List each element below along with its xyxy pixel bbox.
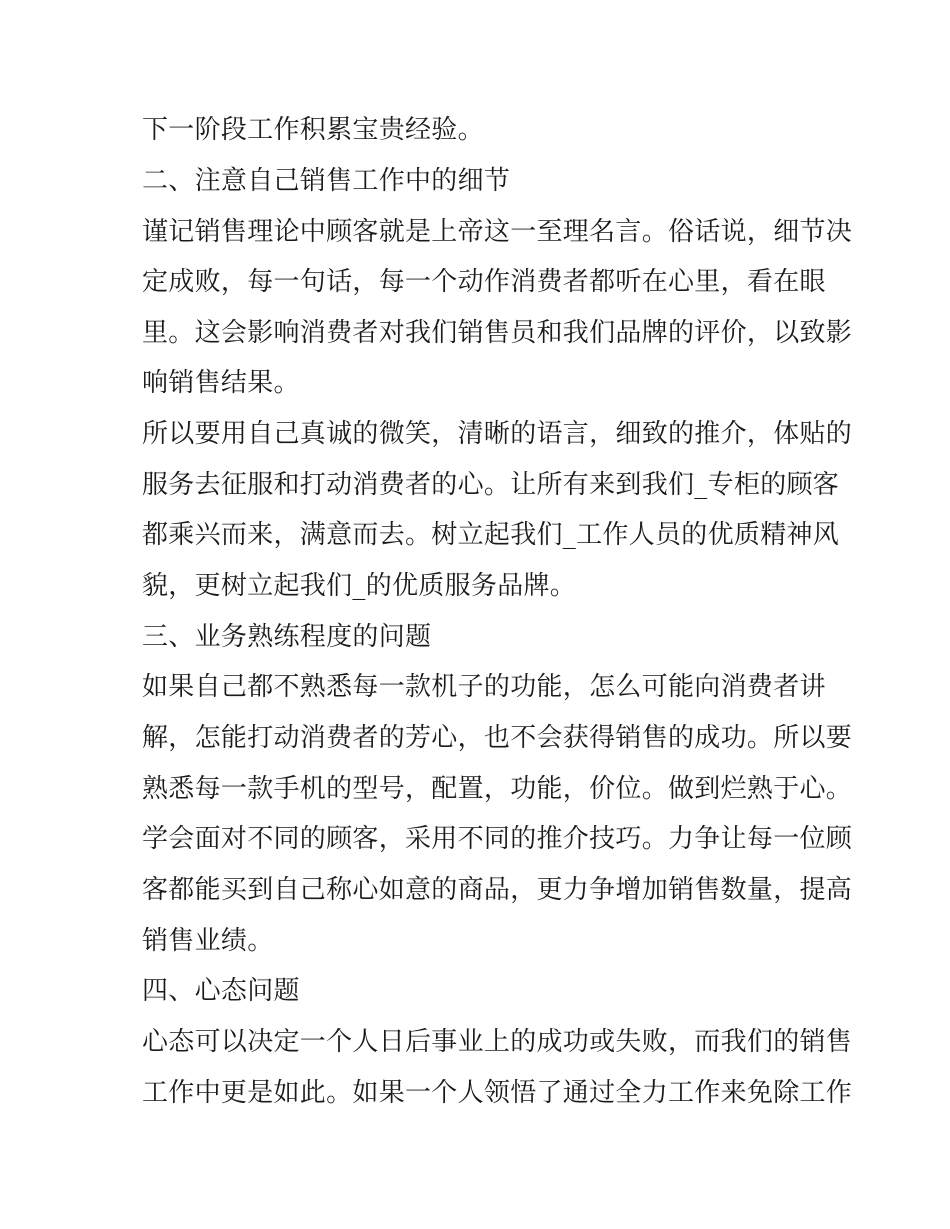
text-line: 心态可以决定一个人日后事业上的成功或失败，而我们的销售	[142, 1027, 853, 1057]
text-line: 所以要用自己真诚的微笑，清晰的语言，细致的推介，体贴的	[142, 419, 853, 449]
text-line: 学会面对不同的顾客，采用不同的推介技巧。力争让每一位顾	[142, 824, 853, 854]
text-line: 里。这会影响消费者对我们销售员和我们品牌的评价，以致影	[142, 318, 853, 348]
text-line: 如果自己都不熟悉每一款机子的功能，怎么可能向消费者讲	[142, 672, 826, 702]
text-line: 都乘兴而来，满意而去。树立起我们_工作人员的优质精神风	[142, 520, 840, 550]
text-line: 客都能买到自己称心如意的商品，更力争增加销售数量，提高	[142, 875, 853, 905]
text-line: 定成败，每一句话，每一个动作消费者都听在心里，看在眼	[142, 267, 826, 297]
text-line: 下一阶段工作积累宝贵经验。	[142, 115, 484, 145]
text-line: 销售业绩。	[142, 926, 274, 956]
text-line: 响销售结果。	[142, 368, 300, 398]
text-line: 工作中更是如此。如果一个人领悟了通过全力工作来免除工作	[142, 1078, 853, 1108]
section-heading-3: 三、业务熟练程度的问题	[142, 622, 432, 652]
text-line: 谨记销售理论中顾客就是上帝这一至理名言。俗话说，细节决	[142, 217, 853, 247]
section-heading-2: 二、注意自己销售工作中的细节	[142, 166, 511, 196]
text-line: 貌，更树立起我们_的优质服务品牌。	[142, 571, 577, 601]
text-line: 熟悉每一款手机的型号，配置，功能，价位。做到烂熟于心。	[142, 774, 853, 804]
text-line: 服务去征服和打动消费者的心。让所有来到我们_专柜的顾客	[142, 470, 840, 500]
text-line: 解，怎能打动消费者的芳心，也不会获得销售的成功。所以要	[142, 723, 853, 753]
section-heading-4: 四、心态问题	[142, 976, 300, 1006]
